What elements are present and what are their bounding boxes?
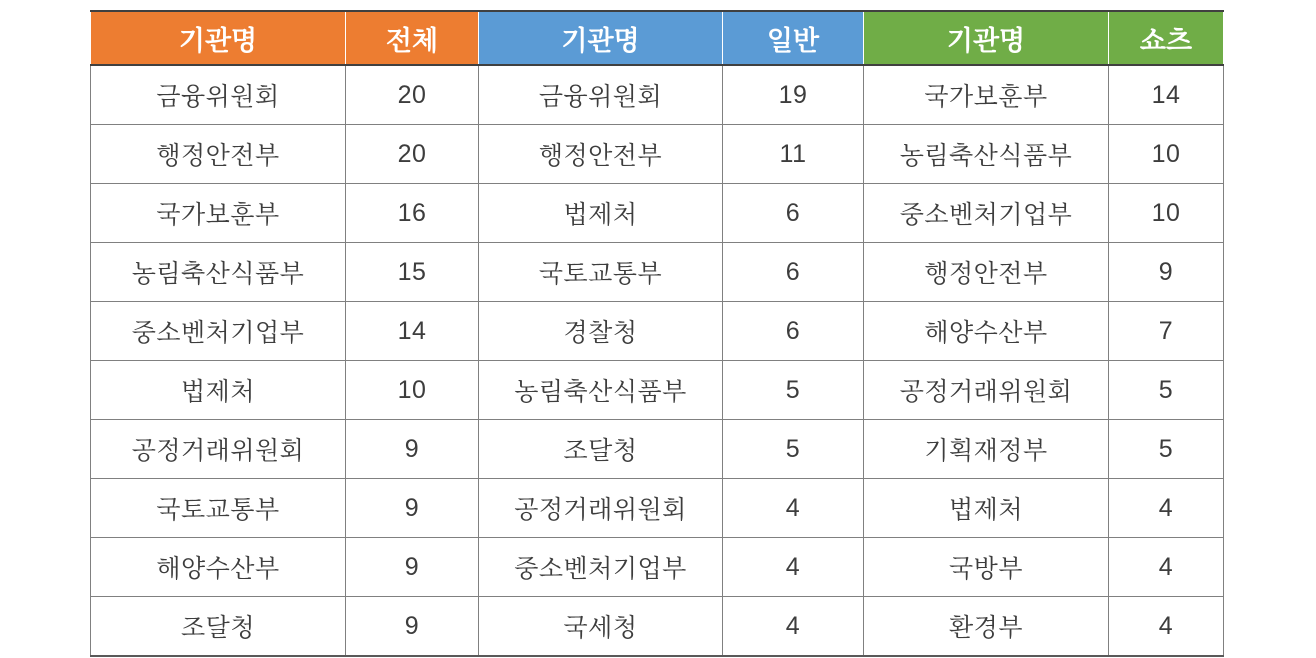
org-name-cell: 환경부 xyxy=(864,597,1109,657)
count-value-cell: 9 xyxy=(346,479,479,538)
count-value-cell: 9 xyxy=(1109,243,1224,302)
org-name-cell: 법제처 xyxy=(91,361,346,420)
org-name-cell: 행정안전부 xyxy=(479,125,723,184)
org-name-cell: 조달청 xyxy=(91,597,346,657)
count-value-cell: 20 xyxy=(346,125,479,184)
header-total-count: 전체 xyxy=(346,11,479,65)
org-name-cell: 행정안전부 xyxy=(864,243,1109,302)
count-value-cell: 10 xyxy=(1109,125,1224,184)
count-value-cell: 9 xyxy=(346,420,479,479)
count-value-cell: 10 xyxy=(346,361,479,420)
count-value-cell: 6 xyxy=(723,184,864,243)
count-value-cell: 19 xyxy=(723,65,864,125)
count-value-cell: 5 xyxy=(723,420,864,479)
org-name-cell: 국가보훈부 xyxy=(864,65,1109,125)
count-value-cell: 4 xyxy=(723,597,864,657)
count-value-cell: 9 xyxy=(346,597,479,657)
org-name-cell: 국가보훈부 xyxy=(91,184,346,243)
org-name-cell: 중소벤처기업부 xyxy=(864,184,1109,243)
rankings-table xyxy=(90,10,1224,657)
org-name-cell: 법제처 xyxy=(479,184,723,243)
org-name-cell: 조달청 xyxy=(479,420,723,479)
org-name-cell: 중소벤처기업부 xyxy=(91,302,346,361)
org-name-cell: 경찰청 xyxy=(479,302,723,361)
table-row xyxy=(91,361,1224,420)
org-name-cell: 공정거래위원회 xyxy=(864,361,1109,420)
count-value-cell: 4 xyxy=(1109,538,1224,597)
org-name-cell: 국토교통부 xyxy=(479,243,723,302)
header-org-name-total: 기관명 xyxy=(91,11,346,65)
count-value-cell: 4 xyxy=(1109,597,1224,657)
table-row xyxy=(91,65,1224,125)
table-row xyxy=(91,243,1224,302)
header-org-name-general: 기관명 xyxy=(479,11,723,65)
org-name-cell: 금융위원회 xyxy=(91,65,346,125)
org-name-cell: 행정안전부 xyxy=(91,125,346,184)
table-row xyxy=(91,302,1224,361)
header-row xyxy=(91,11,1224,65)
org-name-cell: 중소벤처기업부 xyxy=(479,538,723,597)
org-name-cell: 공정거래위원회 xyxy=(479,479,723,538)
count-value-cell: 4 xyxy=(723,538,864,597)
count-value-cell: 20 xyxy=(346,65,479,125)
org-name-cell: 농림축산식품부 xyxy=(479,361,723,420)
table-row xyxy=(91,597,1224,657)
count-value-cell: 6 xyxy=(723,243,864,302)
org-name-cell: 국토교통부 xyxy=(91,479,346,538)
count-value-cell: 4 xyxy=(1109,479,1224,538)
table-row xyxy=(91,538,1224,597)
org-name-cell: 공정거래위원회 xyxy=(91,420,346,479)
table-row xyxy=(91,184,1224,243)
table-row xyxy=(91,479,1224,538)
table-row xyxy=(91,125,1224,184)
count-value-cell: 15 xyxy=(346,243,479,302)
count-value-cell: 11 xyxy=(723,125,864,184)
header-shorts-count: 쇼츠 xyxy=(1109,11,1224,65)
count-value-cell: 6 xyxy=(723,302,864,361)
count-value-cell: 10 xyxy=(1109,184,1224,243)
org-name-cell: 해양수산부 xyxy=(91,538,346,597)
count-value-cell: 14 xyxy=(346,302,479,361)
count-value-cell: 14 xyxy=(1109,65,1224,125)
org-name-cell: 농림축산식품부 xyxy=(864,125,1109,184)
org-name-cell: 농림축산식품부 xyxy=(91,243,346,302)
count-value-cell: 9 xyxy=(346,538,479,597)
header-org-name-shorts: 기관명 xyxy=(864,11,1109,65)
org-name-cell: 기획재정부 xyxy=(864,420,1109,479)
count-value-cell: 5 xyxy=(723,361,864,420)
count-value-cell: 16 xyxy=(346,184,479,243)
org-name-cell: 국방부 xyxy=(864,538,1109,597)
table-row xyxy=(91,420,1224,479)
org-name-cell: 해양수산부 xyxy=(864,302,1109,361)
org-name-cell: 금융위원회 xyxy=(479,65,723,125)
count-value-cell: 5 xyxy=(1109,361,1224,420)
org-name-cell: 법제처 xyxy=(864,479,1109,538)
count-value-cell: 4 xyxy=(723,479,864,538)
org-name-cell: 국세청 xyxy=(479,597,723,657)
count-value-cell: 5 xyxy=(1109,420,1224,479)
header-general-count: 일반 xyxy=(723,11,864,65)
count-value-cell: 7 xyxy=(1109,302,1224,361)
